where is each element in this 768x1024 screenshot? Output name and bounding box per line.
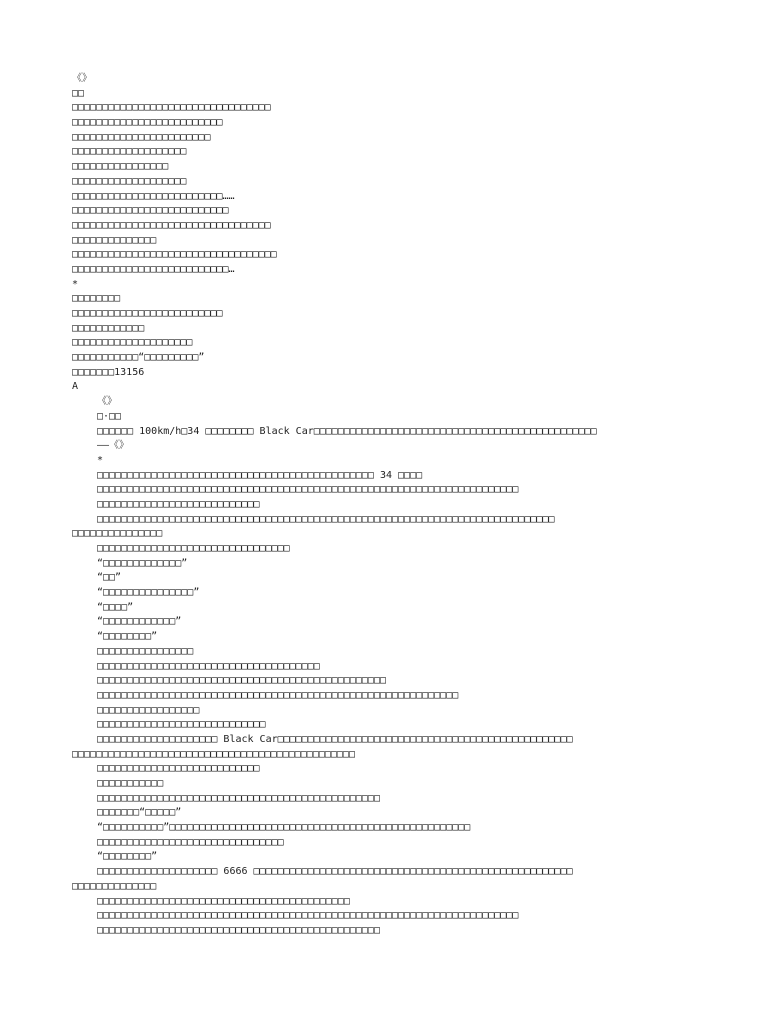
text-line: □□□□□□□□□□□□□□□□□□□□□□□□□ [72, 117, 223, 129]
text-line: □□□□□□□□□□□□□□□□□□□□ [72, 337, 193, 349]
text-line: □□□□□□□□□□□□□□□□□□□□□□□□□□□□□□□□□□□□□□□□□□□□□□□ [97, 924, 380, 936]
text-line: □□□□□□□□□□□□□□□□□□□□□□□ [72, 131, 211, 143]
text-line: □□□□□□□□□□□□□□□□□□□□□□□□□□□ [97, 763, 260, 775]
text-line: □□□□□□□□□□□□□□□□□□□□□□□□□□□□□□□□□□□□□□□□□□ [97, 895, 350, 907]
text-line: □□□□□□□□□□□□□□□□□□□□□□□□□…… [72, 190, 235, 202]
text-line: □□□□□□□□□□□“□□□□□□□□□” [72, 352, 205, 364]
document-page [72, 72, 712, 939]
text-line: □□□□□□□□□□□□□□□□□□□□□□□□□□□□□□□□□ [72, 219, 271, 231]
text-line: □□□□□□□13156 [72, 366, 145, 378]
text-line: “□□□□□□□□□□□□” [97, 616, 182, 628]
text-line: □□□□□□□□□□□□□□□□□□□□□□□□□□□□□□□□□□ [72, 249, 277, 261]
text-line: □□□□□□□□□□□□□□□□□□□□□□□□□ [72, 308, 223, 319]
text-line: A [72, 381, 79, 393]
text-line: □□□□□□□□□□□□□□□□ [97, 645, 194, 657]
text-line: “□□□□□□□□□□□□□□□” [97, 587, 200, 599]
text-line: □□□□□□□□□□□□□□□□□□□□□□□□□□□□ [97, 719, 266, 731]
text-line: □□□□□□□□□□□□□□□□□□□□□□□□□□□□□□□□□□□□□□□□□□□□□□□□□□□□□□□□□□□□□□□□□□□□□□□□□□□□ [97, 513, 555, 525]
text-line: □□□□□□□□□□□□□□□□□□□ [72, 146, 187, 158]
text-line: “□□□□” [97, 601, 134, 613]
text-line: □□□□□□□□□□□□□□□□□□□ [72, 175, 187, 187]
text-line: “□□□□□□□□□□□□□” [97, 557, 188, 569]
text-line: □□□□□□ 100km/h□34 □□□□□□□□ Black Car□□□□□□□□□□□□□□□□□□□□□□□□□□□□□□□□□□□□□□□□□□□□□□□ [97, 425, 597, 437]
text-line: □□□□□□□□□□□□□□□□□□□□□□□□□□□□□□□□□□□□□□□□□□□□□□□□□□□□□□□□□□□□□□□□□□□□□□ [97, 484, 519, 496]
text-line: □□□□□□□□□□□□□□□□□□□□□□□□□□□□□□□□□□□□□□□□□□□□□□□□□□□□□□□□□□□□ [97, 689, 459, 701]
text-line: □□□□□□□□ [72, 293, 121, 305]
text-line: □□□□□□□□□□□□ [72, 322, 145, 334]
text-line: □□□□□□□□□□□□□□□□□□□□□□□□□□□□□□□□□□□□□□□□□□□□□□□ [72, 748, 355, 760]
text-line: □□□□□□□□□□□□□□□□□□□□□□□□□□□□□□□□□□□□□□□□□□□□□□□ [97, 792, 380, 804]
text-line: □□□□□□□□□□□□□□□□□□□□ Black Car□□□□□□□□□□□□□□□□□□□□□□□□□□□□□□□□□□□□□□□□□□□□□□□□□ [97, 733, 573, 745]
text-line: “□□□□□□□□” [97, 851, 158, 863]
text-line: □·□□ [97, 410, 122, 422]
text-line: □□□□□□□□□□□□□□ [72, 234, 157, 246]
text-line: □□□□□□□“□□□□□” [97, 807, 182, 819]
text-line: □□□□□□□□□□□□□□□□□□□□□□□□□□□□□□□□□□□□□□□□□□□□□□□□□□□□□□□□□□□□□□□□□□□□□□ [97, 910, 519, 922]
text-line: 《》 [97, 396, 117, 408]
text-line: □□□□□□□□□□□□□□□□□□□□□□□□□□□□□□□□□□□□□ [97, 660, 320, 672]
text-line: □□□□□□□□□□□ [97, 778, 164, 789]
text-line: □□□□□□□□□□□□□□□□□□□□□□□□□□□□□□□□ [97, 543, 290, 554]
text-line: □□□□□□□□□□□□□□□□□□□□□□□□□□□□□□□□□ [72, 102, 271, 114]
text-line: □□□□□□□□□□□□□□□□□□□□□□□□□□□□□□□□□□□□□□□□□□□□□□ 34 □□□□ [97, 469, 423, 481]
text-line: □□□□□□□□□□□□□□□□□□□□□□□□□□□ [97, 498, 260, 510]
text-line: “□□” [97, 572, 122, 584]
text-line: ——《》 [97, 440, 130, 452]
text-line: □□□□□□□□□□□□□□□□□□□□ 6666 □□□□□□□□□□□□□□□□□□□□□□□□□□□□□□□□□□□□□□□□□□□□□□□□□□□□□ [97, 866, 573, 878]
text-line: □□□□□□□□□□□□□□ [72, 880, 157, 892]
text-line: * [72, 278, 79, 290]
text-line: □□□□□□□□□□□□□□□□□□□□□□□□□□ [72, 205, 229, 217]
text-line: □□□□□□□□□□□□□□□□□□□□□□□□□□… [72, 263, 235, 275]
text-line: □□□□□□□□□□□□□□□ [72, 528, 163, 540]
text-line: □□□□□□□□□□□□□□□□□□□□□□□□□□□□□□□□□□□□□□□□□□□□□□□□ [97, 675, 386, 687]
text-line: 《》 [72, 73, 92, 84]
text-line: □□□□□□□□□□□□□□□□ [72, 161, 169, 173]
text-line: “□□□□□□□□” [97, 631, 158, 643]
text-line: □□ [72, 87, 85, 99]
text-line: * [97, 454, 104, 466]
text-line: “□□□□□□□□□□”□□□□□□□□□□□□□□□□□□□□□□□□□□□□□□□□□□□□□□□□□□□□□□□□□□ [97, 822, 471, 834]
text-line: □□□□□□□□□□□□□□□□□ [97, 704, 200, 716]
text-line: □□□□□□□□□□□□□□□□□□□□□□□□□□□□□□□ [97, 836, 284, 848]
